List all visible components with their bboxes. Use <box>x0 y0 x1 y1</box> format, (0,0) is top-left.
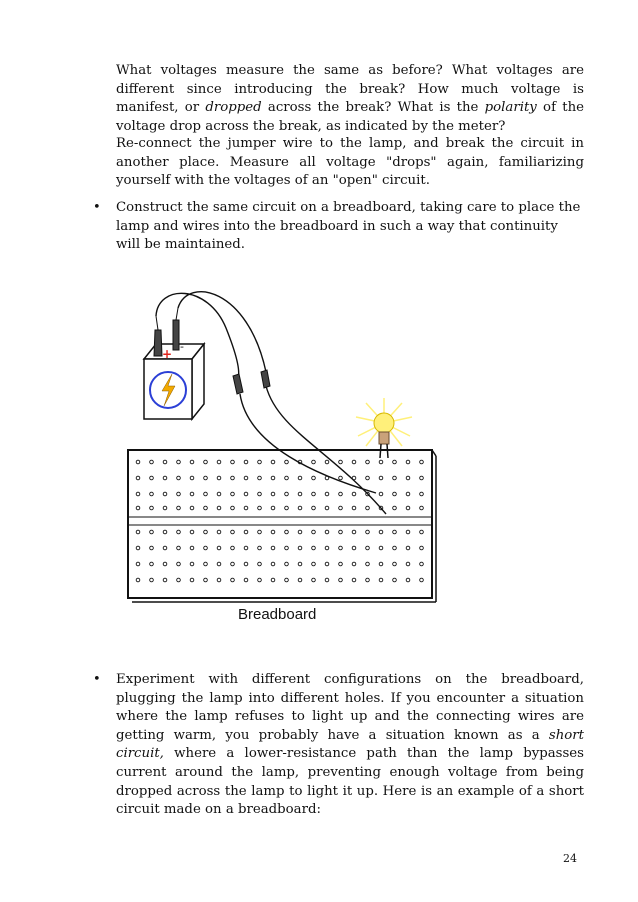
breadboard-hole <box>339 562 343 566</box>
breadboard-hole <box>339 530 343 534</box>
breadboard-hole <box>150 578 154 582</box>
breadboard-hole <box>136 562 140 566</box>
breadboard-hole <box>163 492 167 496</box>
breadboard-hole <box>231 492 235 496</box>
breadboard-hole <box>163 476 167 480</box>
breadboard-hole <box>204 578 208 582</box>
breadboard-hole <box>379 476 383 480</box>
breadboard-label: Breadboard <box>238 606 317 623</box>
breadboard-hole <box>339 546 343 550</box>
breadboard-hole <box>352 460 356 464</box>
emphasis-dropped: dropped <box>205 100 262 116</box>
breadboard-hole <box>312 530 316 534</box>
breadboard-hole <box>136 546 140 550</box>
breadboard-hole <box>150 476 154 480</box>
breadboard-hole <box>244 506 248 510</box>
breadboard-hole <box>163 562 167 566</box>
breadboard-hole <box>352 506 356 510</box>
breadboard-hole <box>420 460 424 464</box>
breadboard-hole <box>271 530 275 534</box>
breadboard-hole <box>285 492 289 496</box>
breadboard-hole <box>258 530 262 534</box>
breadboard-hole <box>204 460 208 464</box>
breadboard-hole <box>136 530 140 534</box>
breadboard-hole <box>366 506 370 510</box>
breadboard-hole <box>150 506 154 510</box>
breadboard-hole <box>285 530 289 534</box>
breadboard-hole <box>366 546 370 550</box>
breadboard-hole <box>244 492 248 496</box>
breadboard-hole <box>352 562 356 566</box>
breadboard-hole <box>298 506 302 510</box>
breadboard-hole <box>136 460 140 464</box>
breadboard-hole <box>366 460 370 464</box>
breadboard-hole <box>339 476 343 480</box>
breadboard-hole <box>393 530 397 534</box>
breadboard-hole <box>217 546 221 550</box>
breadboard-hole <box>190 546 194 550</box>
breadboard-hole <box>312 506 316 510</box>
breadboard-hole <box>217 562 221 566</box>
breadboard-hole <box>393 460 397 464</box>
breadboard-hole <box>150 530 154 534</box>
breadboard-hole <box>136 506 140 510</box>
breadboard-hole <box>285 562 289 566</box>
breadboard-hole <box>393 578 397 582</box>
breadboard-hole <box>258 460 262 464</box>
breadboard-hole <box>420 546 424 550</box>
breadboard-hole <box>244 578 248 582</box>
breadboard-hole <box>231 546 235 550</box>
breadboard-hole <box>231 460 235 464</box>
breadboard-hole <box>136 476 140 480</box>
breadboard-hole <box>366 530 370 534</box>
breadboard-hole <box>406 492 410 496</box>
battery-positive-label: + <box>162 347 173 361</box>
emphasis-short-circuit: short circuit, <box>116 727 584 762</box>
breadboard-hole <box>177 460 181 464</box>
breadboard-hole <box>217 492 221 496</box>
breadboard-hole <box>339 506 343 510</box>
breadboard-hole <box>258 506 262 510</box>
breadboard-hole <box>231 530 235 534</box>
breadboard-hole <box>231 506 235 510</box>
breadboard-hole <box>150 492 154 496</box>
breadboard-hole <box>393 506 397 510</box>
emphasis-polarity: polarity <box>484 100 537 116</box>
breadboard-hole <box>177 476 181 480</box>
breadboard-hole <box>271 546 275 550</box>
breadboard-hole <box>177 492 181 496</box>
breadboard-hole <box>177 546 181 550</box>
breadboard-hole <box>352 530 356 534</box>
breadboard-hole <box>258 562 262 566</box>
text-run: of the voltage drop across the break, as indicated by the meter? <box>116 100 584 134</box>
breadboard-hole <box>177 562 181 566</box>
breadboard-hole <box>258 492 262 496</box>
breadboard-hole <box>231 578 235 582</box>
breadboard-hole <box>406 562 410 566</box>
breadboard-hole <box>393 492 397 496</box>
breadboard-hole <box>258 476 262 480</box>
breadboard-hole <box>271 492 275 496</box>
breadboard-hole <box>325 578 329 582</box>
text-run: where a lower-resistance path than the lamp bypasses current around the lamp, preventing enough voltage from being dropped across the lamp to light it up. Here is an example of a short circuit made on a breadboard: <box>116 746 584 818</box>
breadboard-hole <box>379 460 383 464</box>
breadboard-hole <box>150 460 154 464</box>
breadboard-hole <box>393 476 397 480</box>
paragraph-short-circuit <box>116 671 584 820</box>
breadboard-hole <box>190 506 194 510</box>
breadboard-hole <box>339 578 343 582</box>
breadboard-hole <box>285 460 289 464</box>
breadboard-hole <box>217 530 221 534</box>
breadboard-hole <box>217 506 221 510</box>
breadboard-hole <box>298 578 302 582</box>
text-run: Experiment with different configurations on the breadboard, plugging the lamp into different holes. If you encounter a situation where the lamp refuses to light up and the connecting wires are getting warm, you probably have a situation known as a <box>116 672 584 743</box>
text-run: across the break? What is the <box>261 100 485 116</box>
breadboard-circuit-illustration <box>118 286 448 626</box>
breadboard-hole <box>285 476 289 480</box>
breadboard-hole <box>190 578 194 582</box>
breadboard-hole <box>285 546 289 550</box>
breadboard-hole <box>190 476 194 480</box>
breadboard-hole <box>312 546 316 550</box>
breadboard-hole <box>136 492 140 496</box>
breadboard-hole <box>163 506 167 510</box>
paragraph-voltage-questions <box>116 62 584 136</box>
breadboard-hole <box>366 578 370 582</box>
paragraph-construct-breadboard: Construct the same circuit on a breadboard, taking care to place the lamp and wires into the breadboard in such a way that continuity will be maintained. <box>116 200 581 253</box>
breadboard-figure <box>118 286 448 626</box>
breadboard-hole <box>271 476 275 480</box>
breadboard-hole <box>298 562 302 566</box>
breadboard-hole <box>244 476 248 480</box>
breadboard-hole <box>379 546 383 550</box>
breadboard-hole <box>244 530 248 534</box>
breadboard-hole <box>325 460 329 464</box>
breadboard-hole <box>271 562 275 566</box>
breadboard-hole <box>352 546 356 550</box>
breadboard-hole <box>406 476 410 480</box>
breadboard-hole <box>177 530 181 534</box>
breadboard-hole <box>204 476 208 480</box>
breadboard-hole <box>285 506 289 510</box>
breadboard-hole <box>379 492 383 496</box>
breadboard-hole <box>163 530 167 534</box>
breadboard-body <box>128 450 432 598</box>
breadboard-hole <box>190 562 194 566</box>
breadboard-hole <box>136 578 140 582</box>
breadboard-hole <box>420 492 424 496</box>
breadboard-hole <box>244 562 248 566</box>
breadboard-hole <box>271 460 275 464</box>
breadboard-hole <box>258 546 262 550</box>
breadboard-hole <box>231 562 235 566</box>
breadboard-hole <box>190 460 194 464</box>
breadboard-hole <box>406 578 410 582</box>
breadboard-hole <box>163 460 167 464</box>
breadboard-hole <box>312 460 316 464</box>
breadboard-hole <box>312 562 316 566</box>
breadboard-hole <box>177 578 181 582</box>
breadboard-hole <box>244 546 248 550</box>
breadboard-hole <box>325 562 329 566</box>
breadboard-hole <box>312 492 316 496</box>
breadboard-hole <box>298 546 302 550</box>
paragraph-reconnect: Re-connect the jumper wire to the lamp, and break the circuit in another place. Measure all voltage "drops" again, familiarizing yourself with the voltages of an "open" circuit. <box>116 136 584 189</box>
text-run: What voltages measure the same as before? What voltages are different since introducing the break? How much voltage is manifest, or <box>116 63 584 116</box>
breadboard-hole <box>150 546 154 550</box>
breadboard-hole <box>271 506 275 510</box>
breadboard-hole <box>163 578 167 582</box>
breadboard-hole <box>339 460 343 464</box>
breadboard-hole <box>420 578 424 582</box>
breadboard-hole <box>298 530 302 534</box>
bullet-2: • <box>93 672 101 687</box>
breadboard-hole <box>393 546 397 550</box>
breadboard-hole <box>217 476 221 480</box>
breadboard-hole <box>325 506 329 510</box>
breadboard-hole <box>339 492 343 496</box>
breadboard-hole <box>204 530 208 534</box>
breadboard-hole <box>150 562 154 566</box>
breadboard-hole <box>298 476 302 480</box>
breadboard-hole <box>217 578 221 582</box>
breadboard-hole <box>325 530 329 534</box>
breadboard-hole <box>217 460 221 464</box>
breadboard-hole <box>379 578 383 582</box>
breadboard-hole <box>420 530 424 534</box>
breadboard-hole <box>406 546 410 550</box>
bullet-1: • <box>93 200 101 215</box>
breadboard-hole <box>177 506 181 510</box>
breadboard-hole <box>312 578 316 582</box>
breadboard-hole <box>366 562 370 566</box>
page-number: 24 <box>563 852 577 865</box>
breadboard-hole <box>204 492 208 496</box>
breadboard-hole <box>163 546 167 550</box>
breadboard-hole <box>190 492 194 496</box>
battery-negative-label: - <box>180 340 184 353</box>
breadboard-hole <box>312 476 316 480</box>
breadboard-hole <box>406 506 410 510</box>
breadboard-hole <box>325 492 329 496</box>
breadboard-hole <box>204 562 208 566</box>
breadboard-hole <box>366 476 370 480</box>
breadboard-hole <box>379 562 383 566</box>
breadboard-hole <box>271 578 275 582</box>
battery <box>144 340 204 419</box>
breadboard-hole <box>352 492 356 496</box>
breadboard-hole <box>393 562 397 566</box>
breadboard-hole <box>285 578 289 582</box>
breadboard-hole <box>420 476 424 480</box>
breadboard-hole <box>244 460 248 464</box>
breadboard-hole <box>204 506 208 510</box>
breadboard-hole <box>420 562 424 566</box>
breadboard-hole <box>325 546 329 550</box>
breadboard-hole <box>406 530 410 534</box>
breadboard-hole <box>298 492 302 496</box>
breadboard-hole <box>406 460 410 464</box>
breadboard-hole <box>204 546 208 550</box>
breadboard-hole <box>379 530 383 534</box>
breadboard-hole <box>420 506 424 510</box>
breadboard-hole <box>190 530 194 534</box>
breadboard-hole <box>352 578 356 582</box>
breadboard-hole <box>231 476 235 480</box>
breadboard-hole <box>258 578 262 582</box>
